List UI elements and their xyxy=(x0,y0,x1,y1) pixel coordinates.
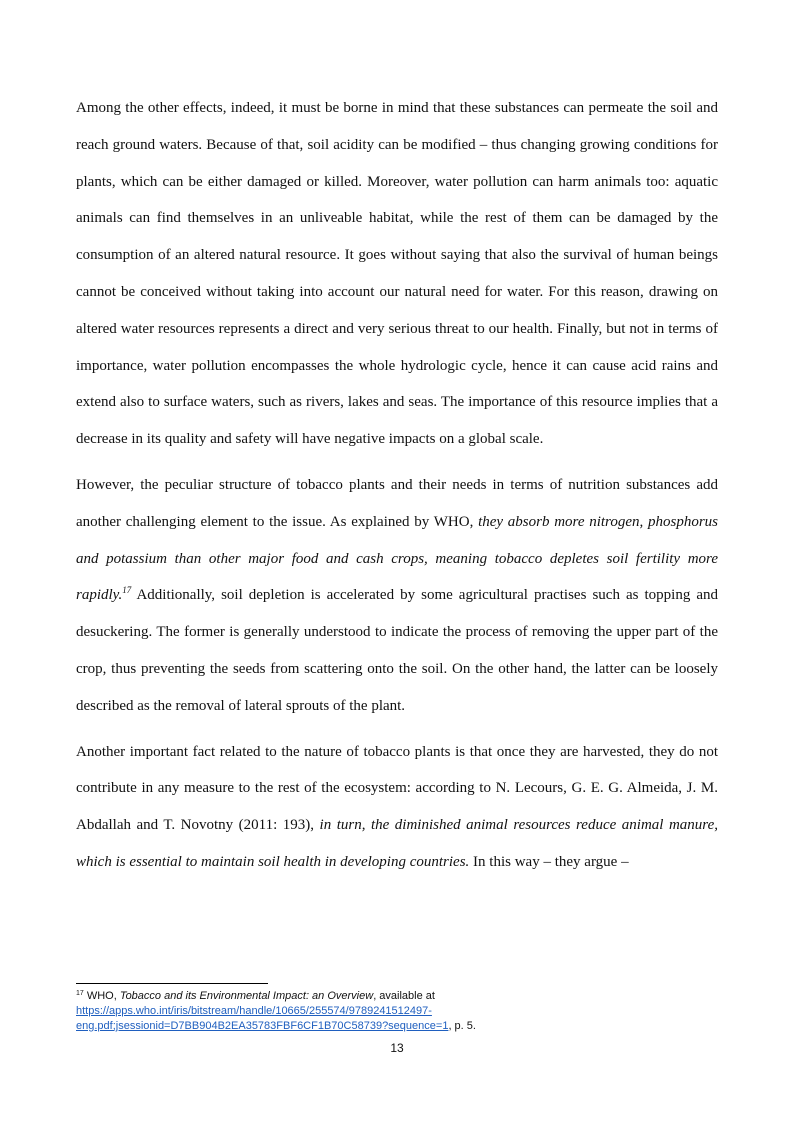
footnote-title: Tobacco and its Environmental Impact: an Overview xyxy=(119,990,374,1002)
paragraph-text: Additionally, soil depletion is accelerated by some agricultural practises such as topping and desuckering. The former is generally understood to indicate the process of removing the upper part of the crop, thus preventing the seeds from scattering onto the soil. On the other hand, the latter can be loosely described as the removal of lateral sprouts of the plant. xyxy=(76,587,718,714)
footnote-divider xyxy=(76,983,268,984)
paragraph-text: Among the other effects, indeed, it must be borne in mind that these substances can permeate the soil and reach ground waters. Because of that, soil acidity can be modified – thus changing growing conditions for plants, which can be either damaged or killed. Moreover, water pollution can harm animals too: aquatic animals can find themselves in an unliveable habitat, while the rest of them can be damaged by the consumption of an altered natural resource. It goes without saying that also the survival of human beings cannot be conceived without taking into account our natural need for water. For this reason, drawing on altered water resources represents a direct and very serious threat to our health. Finally, but not in terms of importance, water pollution encompasses the whole hydrologic cycle, hence it can cause acid rains and extend also to surface waters, such as rivers, lakes and seas. The importance of this resource implies that a decrease in its quality and safety will have negative impacts on a global scale. xyxy=(76,100,718,448)
lecours-quote: in turn, the diminished animal resources reduce animal manure, which is essential to maintain soil health in developing countries. xyxy=(76,817,718,870)
footnote xyxy=(76,989,636,1034)
footnote-number: 17 xyxy=(76,990,84,997)
footnote-reference[interactable]: 17 xyxy=(122,585,132,596)
paragraph xyxy=(76,467,718,725)
page-number: 13 xyxy=(390,1041,404,1055)
footnote-link[interactable] xyxy=(76,1005,448,1032)
body-text xyxy=(76,90,718,890)
who-quote: they absorb more nitrogen, phosphorus and potassium than other major food and cash crops, meaning tobacco depletes soil fertility more rapidly. xyxy=(76,513,719,604)
paragraph xyxy=(76,734,718,881)
footnote-lead: WHO, xyxy=(83,990,120,1002)
paragraph-text: In this way – they argue – xyxy=(469,853,629,870)
footnote-after-title: , available at xyxy=(373,990,435,1002)
footnote-tail: , p. 5. xyxy=(448,1020,476,1032)
paragraph-text: Another important fact related to the nature of tobacco plants is that once they are harvested, they do not contribute in any measure to the rest of the ecosystem: according to N. Lecours, G. E. G. Almeida, J. M. Abdallah and T. Novotny (2011: 193), xyxy=(76,743,718,834)
footnote-link-line-1[interactable]: https://apps.who.int/iris/bitstream/handle/10665/255574/9789241512497- xyxy=(76,1005,432,1017)
footnote-link-line-2[interactable]: eng.pdf;jsessionid=D7BB904B2EA35783FBF6CF1B70C58739?sequence=1 xyxy=(76,1020,449,1032)
paragraph xyxy=(76,90,718,458)
paragraph-text: However, the peculiar structure of tobacco plants and their needs in terms of nutrition substances add another challenging element to the issue. As explained by WHO, xyxy=(76,476,718,530)
